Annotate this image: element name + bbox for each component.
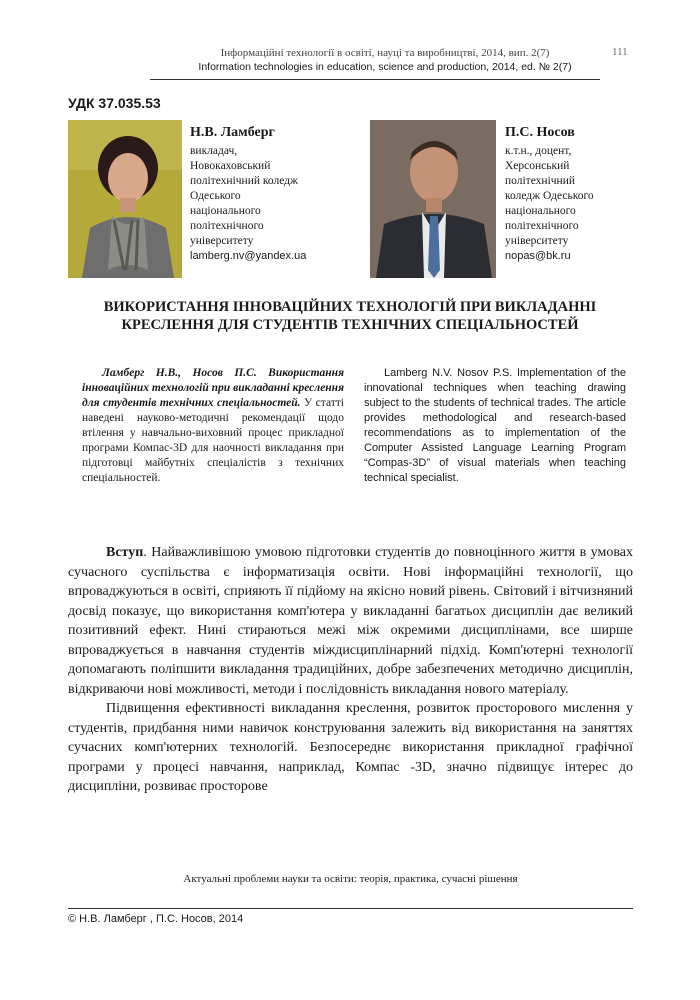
author-affiliation-line: політехнічного xyxy=(505,220,579,232)
author-email[interactable]: nopas@bk.ru xyxy=(505,250,571,262)
running-header-en: Information technologies in education, science and production, 2014, ed. № 2(7) xyxy=(198,61,572,73)
article-body xyxy=(68,543,633,797)
abstract-text: У статті наведені науково-методичні рекомендації щодо втілення у навчально-виховний процес прикладної програми Компас-3D для наочності викладання при підготовці майбутніх спеціалістів з технічних спеціальностей. xyxy=(82,397,344,484)
author-affiliation-line: національного xyxy=(190,205,261,217)
article-title: ВИКОРИСТАННЯ ІННОВАЦІЙНИХ ТЕХНОЛОГІЙ ПРИ ВИКЛАДАННІ КРЕСЛЕННЯ ДЛЯ СТУДЕНТІВ ТЕХНІЧНИХ СПЕЦІАЛЬНОСТЕЙ xyxy=(103,299,597,333)
author-affiliation-line: політехнічного xyxy=(190,220,264,232)
author-name: П.С. Носов xyxy=(505,125,575,140)
author-info-lamberg xyxy=(190,124,350,264)
author-name: Н.В. Ламберг xyxy=(190,125,275,140)
body-paragraph-intro xyxy=(68,543,633,699)
running-header xyxy=(150,46,620,74)
author-affiliation-line: Одеського xyxy=(190,190,241,202)
udk-code: УДК 37.035.53 xyxy=(68,95,161,111)
author-position: к.т.н., доцент, xyxy=(505,145,572,157)
running-header-uk: Інформаційні технології в освіті, науці та виробництві, 2014, вип. 2(7) xyxy=(220,47,550,59)
author-affiliation-line: коледж Одеського xyxy=(505,190,594,202)
author-photo-nosov xyxy=(370,120,496,278)
abstract-text: Lamberg N.V. Nosov P.S. Implementation of the innovational techniques when teaching drawing subject to the students of technical trades. The article provides methodological and research-based recommendations as to implementation of the Computer Assisted Language Learning Program “Compas-3D” of visual materials when teaching technical specialist. xyxy=(364,367,626,484)
abstract-ukrainian xyxy=(82,366,344,486)
author-affiliation-line: університету xyxy=(190,235,254,247)
author-affiliation-line: Херсонський xyxy=(505,160,570,172)
copyright-line: © Н.В. Ламберг , П.С. Носов, 2014 xyxy=(68,913,244,925)
author-photo-lamberg xyxy=(68,120,182,278)
footer-divider xyxy=(68,908,633,909)
abstract-english xyxy=(364,366,626,486)
author-affiliation-line: Новокаховський xyxy=(190,160,271,172)
author-affiliation-line: національного xyxy=(505,205,576,217)
author-position: викладач, xyxy=(190,145,238,157)
intro-lead: Вступ xyxy=(106,545,144,560)
author-affiliation-line: університету xyxy=(505,235,569,247)
header-divider xyxy=(150,79,600,80)
page-number: 111 xyxy=(612,46,628,58)
body-paragraph: Підвищення ефективності викладання креслення, розвиток просторового мислення у студентів, придбання ними навичок конструювання залежить від використання на заняттях сучасних комп'ютерних технологій. Безпосереднє використання прикладної графічної програми у процесі навчання, наприклад, Компас -3D, значно підвищує інтерес до дисципліни, розвиває просторове xyxy=(68,701,633,794)
intro-text: . Найважливішою умовою підготовки студентів до повноцінного життя в умовах сучасного суспільства є інформатизація освіти. Нові інформаційні технології, що впроваджуються в освіті, сприяють її підйому на якісно новий рівень. Світовий і вітчизняний досвід показує, що використання комп'ютера у викладанні багатьох дисциплін дає великий позитивний ефект. Нині стираються межі між окремими дисциплінами, все ширше впроваджується в навчання студентів міждисциплінарний підхід. Комп'ютерні технології допомагають поліпшити викладання традиційних, добре забезпечених методично дисциплін, відкриваючи нові можливості, методи і послідовність викладання нового матеріалу. xyxy=(68,545,633,697)
author-affiliation-line: політехнічний xyxy=(505,175,576,187)
author-email[interactable]: lamberg.nv@yandex.ua xyxy=(190,250,307,262)
abstract-citation: Ламберг Н.В., Носов П.С. Використання інноваційних технологій при викладанні креслення для студентів технічних спеціальностей. xyxy=(82,367,344,409)
journal-section-note: Актуальні проблеми науки та освіти: теорія, практика, сучасні рішення xyxy=(183,873,518,885)
author-info-nosov xyxy=(505,124,635,264)
author-affiliation-line: політехнічний коледж xyxy=(190,175,298,187)
